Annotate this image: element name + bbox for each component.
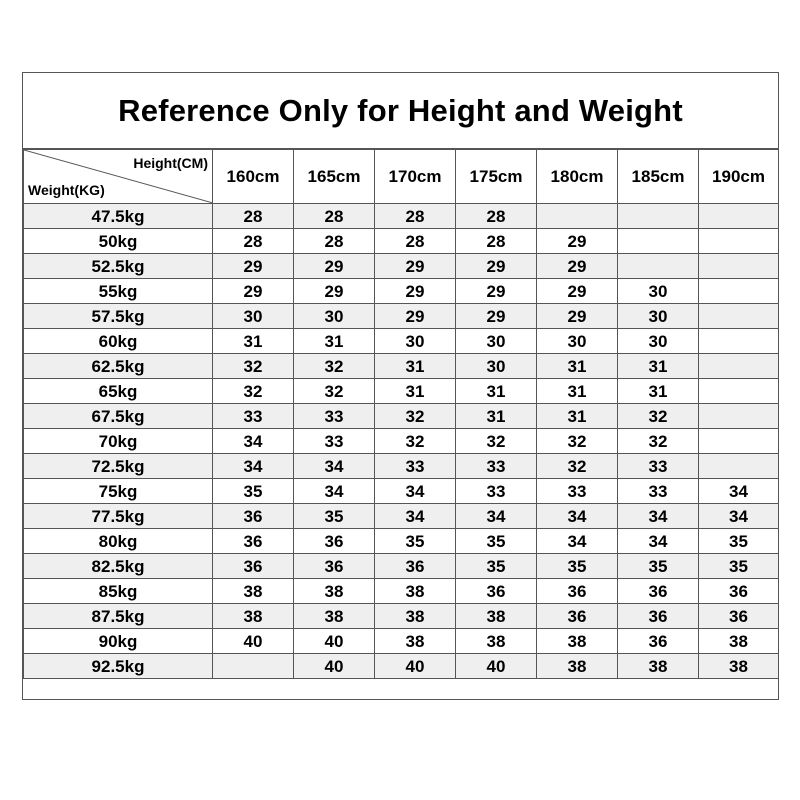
weight-cell: 85kg [24,579,213,604]
size-value-cell: 38 [375,629,456,654]
size-value-cell: 34 [618,529,699,554]
size-value-cell: 28 [294,229,375,254]
table-row [24,204,779,229]
size-value-cell: 38 [699,629,779,654]
size-value-cell: 28 [213,204,294,229]
size-value-cell: 32 [537,454,618,479]
size-value-cell: 31 [375,379,456,404]
weight-cell: 75kg [24,479,213,504]
size-value-cell: 32 [537,429,618,454]
size-value-cell: 34 [618,504,699,529]
size-value-cell: 38 [456,604,537,629]
table-row [24,554,779,579]
size-value-cell: 35 [456,529,537,554]
size-value-cell: 40 [294,654,375,679]
chart-title: Reference Only for Height and Weight [23,73,778,149]
size-value-cell: 28 [456,204,537,229]
size-value-cell: 32 [375,404,456,429]
weight-cell: 62.5kg [24,354,213,379]
size-value-cell: 38 [375,579,456,604]
header-row [24,150,779,204]
size-value-cell: 35 [699,554,779,579]
weight-cell: 50kg [24,229,213,254]
size-value-cell: 36 [294,529,375,554]
size-value-cell: 28 [375,229,456,254]
size-value-cell: 31 [537,404,618,429]
size-value-cell: 35 [294,504,375,529]
weight-cell: 82.5kg [24,554,213,579]
table-row [24,354,779,379]
size-value-cell: 36 [213,504,294,529]
weight-cell: 90kg [24,629,213,654]
table-row [24,279,779,304]
size-value-cell: 30 [456,329,537,354]
weight-cell: 80kg [24,529,213,554]
size-value-cell: 40 [213,629,294,654]
size-value-cell: 29 [456,254,537,279]
size-value-cell: 32 [456,429,537,454]
size-value-cell: 38 [537,654,618,679]
size-value-cell: 36 [537,579,618,604]
size-value-cell: 28 [375,204,456,229]
size-value-cell [699,279,779,304]
weight-cell: 70kg [24,429,213,454]
size-value-cell [699,329,779,354]
size-value-cell: 40 [294,629,375,654]
size-value-cell [618,204,699,229]
size-value-cell: 34 [294,454,375,479]
size-value-cell: 33 [294,404,375,429]
size-value-cell: 38 [213,579,294,604]
size-value-cell: 35 [537,554,618,579]
size-value-cell: 33 [618,454,699,479]
weight-cell: 52.5kg [24,254,213,279]
size-value-cell: 33 [456,454,537,479]
weight-cell: 77.5kg [24,504,213,529]
size-value-cell: 36 [375,554,456,579]
weight-cell: 92.5kg [24,654,213,679]
table-row [24,454,779,479]
size-value-cell: 32 [618,429,699,454]
size-value-cell: 28 [456,229,537,254]
size-value-cell: 29 [294,254,375,279]
size-value-cell: 40 [375,654,456,679]
size-value-cell: 36 [213,529,294,554]
size-value-cell: 33 [618,479,699,504]
size-value-cell: 29 [294,279,375,304]
size-value-cell: 32 [618,404,699,429]
size-value-cell: 29 [537,254,618,279]
size-value-cell: 29 [537,279,618,304]
size-value-cell: 38 [456,629,537,654]
size-value-cell: 34 [213,454,294,479]
size-value-cell: 30 [618,329,699,354]
table-row [24,504,779,529]
size-value-cell: 29 [375,304,456,329]
size-value-cell: 34 [699,504,779,529]
size-value-cell: 29 [213,279,294,304]
size-value-cell: 31 [537,379,618,404]
table-row [24,604,779,629]
size-value-cell: 34 [537,504,618,529]
size-value-cell: 31 [537,354,618,379]
size-value-cell: 36 [618,629,699,654]
size-value-cell [699,404,779,429]
weight-axis-label: Weight(KG) [28,182,105,198]
size-table [23,149,779,679]
size-value-cell: 38 [699,654,779,679]
size-value-cell: 40 [456,654,537,679]
table-row [24,529,779,554]
size-value-cell: 38 [294,579,375,604]
corner-cell [24,150,213,204]
size-value-cell: 33 [213,404,294,429]
size-value-cell: 30 [618,304,699,329]
size-value-cell: 30 [375,329,456,354]
weight-cell: 65kg [24,379,213,404]
size-value-cell: 38 [213,604,294,629]
size-value-cell: 33 [456,479,537,504]
size-value-cell: 30 [618,279,699,304]
size-chart [22,72,779,700]
table-row [24,629,779,654]
size-value-cell [699,304,779,329]
size-value-cell: 31 [456,404,537,429]
size-value-cell: 29 [456,279,537,304]
table-row [24,654,779,679]
size-value-cell: 31 [375,354,456,379]
size-value-cell: 32 [294,354,375,379]
weight-cell: 57.5kg [24,304,213,329]
size-value-cell: 35 [618,554,699,579]
size-value-cell [699,354,779,379]
size-value-cell [537,204,618,229]
weight-cell: 72.5kg [24,454,213,479]
table-row [24,479,779,504]
size-value-cell: 34 [456,504,537,529]
size-value-cell: 33 [375,454,456,479]
size-value-cell: 36 [537,604,618,629]
size-value-cell: 34 [213,429,294,454]
size-value-cell: 29 [537,229,618,254]
size-value-cell: 30 [294,304,375,329]
size-value-cell: 35 [699,529,779,554]
table-row [24,429,779,454]
weight-cell: 60kg [24,329,213,354]
size-value-cell: 38 [294,604,375,629]
size-value-cell: 34 [699,479,779,504]
size-value-cell [699,454,779,479]
size-value-cell: 28 [294,204,375,229]
table-row [24,579,779,604]
height-header-175cm: 175cm [456,150,537,204]
size-value-cell: 32 [294,379,375,404]
size-value-cell: 36 [213,554,294,579]
size-value-cell: 30 [537,329,618,354]
weight-cell: 47.5kg [24,204,213,229]
table-row [24,404,779,429]
size-value-cell: 32 [213,354,294,379]
size-value-cell [213,654,294,679]
weight-cell: 67.5kg [24,404,213,429]
size-value-cell: 30 [213,304,294,329]
size-value-cell: 36 [618,604,699,629]
size-value-cell: 35 [213,479,294,504]
size-value-cell: 31 [294,329,375,354]
size-value-cell [699,229,779,254]
height-header-185cm: 185cm [618,150,699,204]
table-row [24,304,779,329]
size-value-cell: 29 [537,304,618,329]
height-header-165cm: 165cm [294,150,375,204]
size-value-cell: 36 [699,579,779,604]
size-value-cell: 29 [456,304,537,329]
height-header-180cm: 180cm [537,150,618,204]
height-header-160cm: 160cm [213,150,294,204]
size-value-cell [699,379,779,404]
size-value-cell [699,254,779,279]
table-row [24,254,779,279]
size-value-cell: 36 [294,554,375,579]
size-value-cell: 31 [456,379,537,404]
height-header-190cm: 190cm [699,150,779,204]
size-value-cell: 29 [213,254,294,279]
size-value-cell: 34 [375,479,456,504]
size-value-cell [699,429,779,454]
weight-cell: 87.5kg [24,604,213,629]
size-value-cell: 36 [618,579,699,604]
size-value-cell [618,229,699,254]
size-value-cell: 29 [375,254,456,279]
size-value-cell: 36 [456,579,537,604]
size-value-cell: 32 [213,379,294,404]
size-value-cell: 38 [618,654,699,679]
size-value-cell: 35 [456,554,537,579]
table-row [24,229,779,254]
size-value-cell: 33 [537,479,618,504]
height-header-170cm: 170cm [375,150,456,204]
size-value-cell: 32 [375,429,456,454]
size-value-cell [618,254,699,279]
table-row [24,329,779,354]
size-value-cell: 38 [375,604,456,629]
size-value-cell: 38 [537,629,618,654]
size-value-cell: 34 [294,479,375,504]
size-value-cell [699,204,779,229]
height-axis-label: Height(CM) [133,155,208,171]
size-value-cell: 31 [213,329,294,354]
size-value-cell: 35 [375,529,456,554]
table-body [24,204,779,679]
size-value-cell: 34 [537,529,618,554]
size-value-cell: 28 [213,229,294,254]
size-value-cell: 29 [375,279,456,304]
size-value-cell: 31 [618,379,699,404]
table-row [24,379,779,404]
size-value-cell: 30 [456,354,537,379]
weight-cell: 55kg [24,279,213,304]
size-value-cell: 34 [375,504,456,529]
size-value-cell: 36 [699,604,779,629]
size-value-cell: 31 [618,354,699,379]
size-value-cell: 33 [294,429,375,454]
